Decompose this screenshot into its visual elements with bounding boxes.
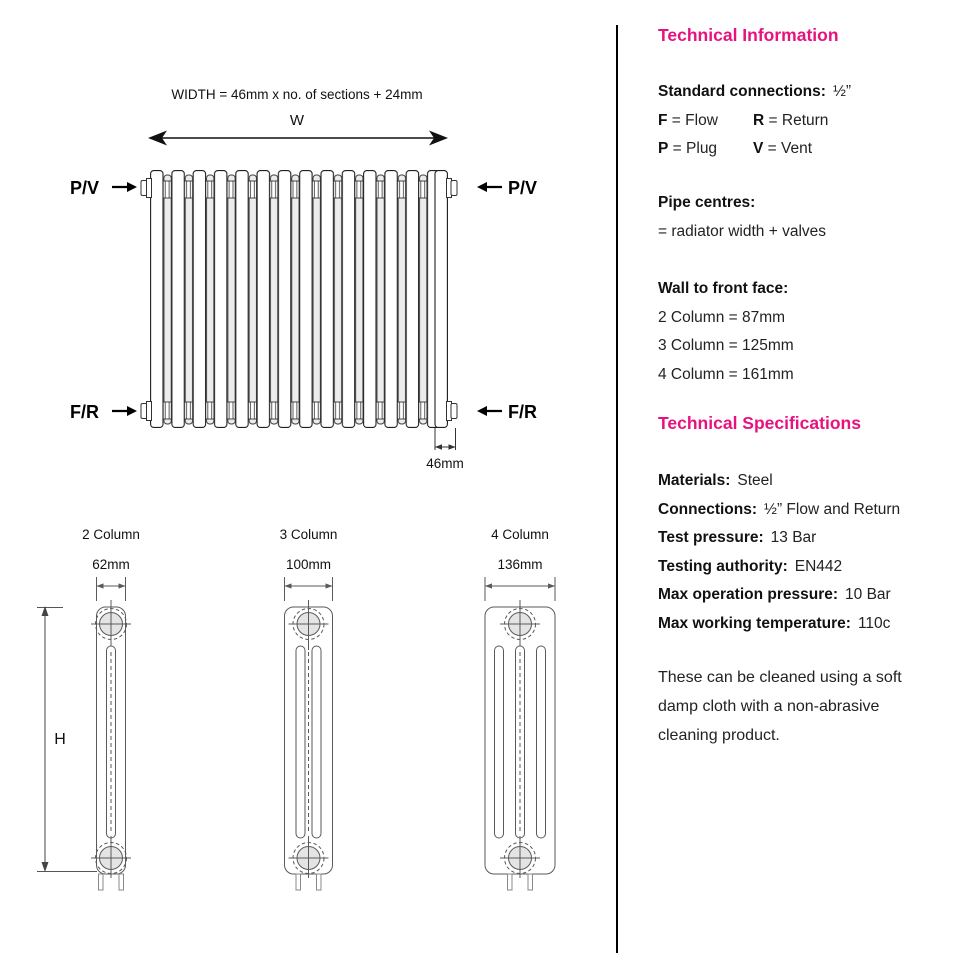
pipe-centres-value: = radiator width + valves: [658, 222, 827, 240]
three-column-width: 100mm: [285, 557, 332, 572]
wall-to-front-label: Wall to front face:: [658, 280, 789, 297]
pv-left-arrow-icon: [112, 182, 137, 192]
wall-to-front-row-3col: 3 Column = 125mm: [658, 337, 794, 355]
left-bottom-bushing: [141, 402, 152, 421]
standard-connections-line: [658, 78, 958, 107]
right-bottom-bushing: [447, 402, 458, 421]
specifications-block: [658, 467, 958, 639]
standard-connections-label: Standard connections:: [658, 83, 826, 100]
two-column-width: 62mm: [92, 557, 130, 572]
spec-row-max-working-temperature: [658, 610, 958, 639]
three-column-name: 3 Column: [279, 527, 338, 542]
legend-value-flow: Flow: [685, 111, 718, 129]
legend-line-plug-vent: [658, 135, 958, 164]
spec-value: 13 Bar: [770, 529, 817, 547]
fr-right-label: F/R: [508, 402, 537, 422]
two-column-name: 2 Column: [82, 527, 140, 542]
standard-connections-block: [658, 78, 958, 164]
legend-key-f: F: [658, 111, 668, 129]
wall-to-front-row-4col: 4 Column = 161mm: [658, 365, 794, 383]
spec-value: EN442: [794, 557, 843, 575]
legend-value-plug: Plug: [686, 140, 718, 158]
spec-row-test-pressure: [658, 524, 958, 553]
spec-label: Connections:: [658, 500, 758, 518]
equals-sign: =: [768, 111, 778, 129]
spec-row-testing-authority: [658, 553, 958, 582]
legend-value-return: Return: [781, 111, 829, 129]
width-dimension-arrow: [148, 131, 448, 146]
equals-sign: =: [671, 111, 681, 129]
spec-row-materials: [658, 467, 958, 496]
wall-to-front-row-2col: 2 Column = 87mm: [658, 308, 786, 326]
spec-row-connections: [658, 496, 958, 525]
pipe-centres-block: [658, 189, 958, 246]
section-width-label: 46mm: [426, 456, 464, 471]
spec-value: ½” Flow and Return: [764, 500, 901, 518]
section-width-dimension: [435, 428, 456, 450]
pv-left-label: P/V: [70, 178, 100, 198]
fr-left-arrow-icon: [112, 406, 137, 416]
right-top-bushing: [447, 179, 458, 198]
height-dimension: [37, 606, 97, 872]
vertical-divider: [616, 25, 618, 953]
pv-right-label: P/V: [508, 178, 538, 198]
equals-sign: =: [767, 140, 777, 158]
legend-key-v: V: [753, 140, 764, 158]
width-formula-label: WIDTH = 46mm x no. of sections + 24mm: [171, 87, 423, 102]
spec-label: Max operation pressure:: [658, 586, 839, 604]
radiator-front-view: [141, 170, 457, 428]
equals-sign: =: [672, 140, 682, 158]
two-column-section: [91, 577, 131, 890]
legend-key-p: P: [658, 140, 669, 158]
four-column-width: 136mm: [497, 557, 543, 572]
fr-right-arrow-icon: [477, 406, 502, 416]
left-top-bushing: [141, 179, 152, 198]
technical-information-title: Technical Information: [658, 25, 839, 45]
pipe-centres-label: Pipe centres:: [658, 194, 756, 211]
spec-label: Materials:: [658, 472, 731, 489]
four-column-name: 4 Column: [491, 527, 549, 542]
spec-label: Testing authority:: [658, 557, 788, 575]
height-h-label: H: [54, 731, 66, 748]
technical-specifications-title: Technical Specifications: [658, 413, 861, 433]
spec-row-max-operation-pressure: [658, 581, 958, 610]
standard-connections-value: ½”: [832, 83, 852, 100]
width-w-label: W: [289, 112, 305, 129]
legend-line-flow-return: [658, 107, 958, 136]
spec-value: 110c: [857, 614, 891, 632]
legend-value-vent: Vent: [781, 140, 813, 158]
spec-value: Steel: [737, 472, 773, 489]
spec-label: Max working temperature:: [658, 614, 851, 632]
spec-value: 10 Bar: [845, 586, 891, 604]
wall-to-front-block: [658, 275, 958, 389]
legend-key-r: R: [753, 111, 765, 129]
fr-left-label: F/R: [70, 402, 99, 422]
pv-right-arrow-icon: [477, 182, 502, 192]
four-column-section: [485, 577, 555, 890]
three-column-section: [285, 577, 333, 890]
spec-label: Test pressure:: [658, 529, 764, 547]
cleaning-note: These can be cleaned using a soft damp cloth with a non-abrasive cleaning product.: [658, 669, 902, 744]
